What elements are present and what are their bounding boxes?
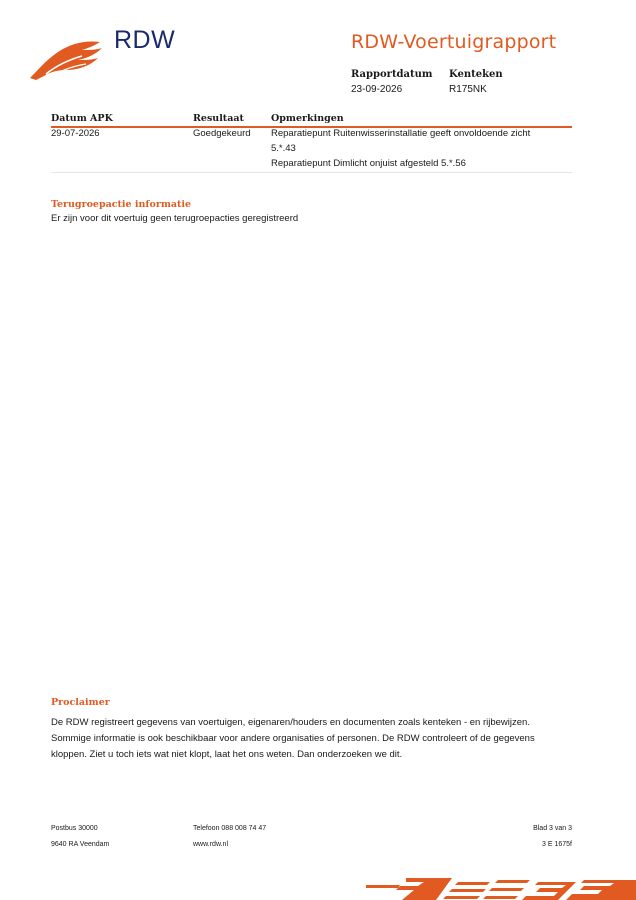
report-title: RDW-Voertuigrapport — [351, 31, 557, 53]
proclaimer-heading: Proclaimer — [51, 697, 110, 708]
table-header-opmerkingen: Opmerkingen — [271, 113, 344, 124]
table-header-datum: Datum APK — [51, 113, 113, 124]
footer-postcode: 9640 RA Veendam — [51, 841, 110, 848]
logo-text: RDW — [114, 26, 176, 54]
brand-stripes-icon — [366, 876, 636, 900]
table-cell-resultaat: Goedgekeurd — [193, 128, 251, 139]
proclaimer-line: Sommige informatie is ook beschikbaar voor andere organisaties of personen. De RDW controleert of de gegevens — [51, 733, 535, 744]
kenteken-value: R175NK — [449, 84, 487, 95]
table-cell-opmerking: Reparatiepunt Ruitenwisserinstallatie geeft onvoldoende zicht — [271, 128, 531, 139]
table-cell-opmerking: Reparatiepunt Dimlicht onjuist afgesteld 5.*.56 — [271, 158, 466, 169]
table-header-resultaat: Resultaat — [193, 113, 244, 124]
rapportdatum-label: Rapportdatum — [351, 69, 433, 80]
table-cell-opmerking: 5.*.43 — [271, 143, 296, 154]
footer-page-number: Blad 3 van 3 — [533, 825, 572, 832]
footer-document-code: 3 E 1675f — [542, 841, 572, 848]
footer-postbus: Postbus 30000 — [51, 825, 98, 832]
rdw-logo-icon — [28, 38, 104, 82]
recall-heading: Terugroepactie informatie — [51, 199, 192, 210]
table-cell-datum: 29-07-2026 — [51, 128, 100, 139]
footer-telefoon: Telefoon 088 008 74 47 — [193, 825, 267, 832]
kenteken-label: Kenteken — [449, 69, 503, 80]
footer-website[interactable]: www.rdw.nl — [193, 841, 229, 848]
recall-text: Er zijn voor dit voertuig geen terugroepacties geregistreerd — [51, 213, 299, 224]
table-row-divider — [51, 172, 572, 173]
proclaimer-line: kloppen. Ziet u toch iets wat niet klopt, laat het ons weten. Dan onderzoeken we dit. — [51, 749, 403, 760]
proclaimer-line: De RDW registreert gegevens van voertuigen, eigenaren/houders en documenten zoals kenteken - en rijbewijzen. — [51, 717, 530, 728]
rapportdatum-value: 23-09-2026 — [351, 84, 403, 95]
